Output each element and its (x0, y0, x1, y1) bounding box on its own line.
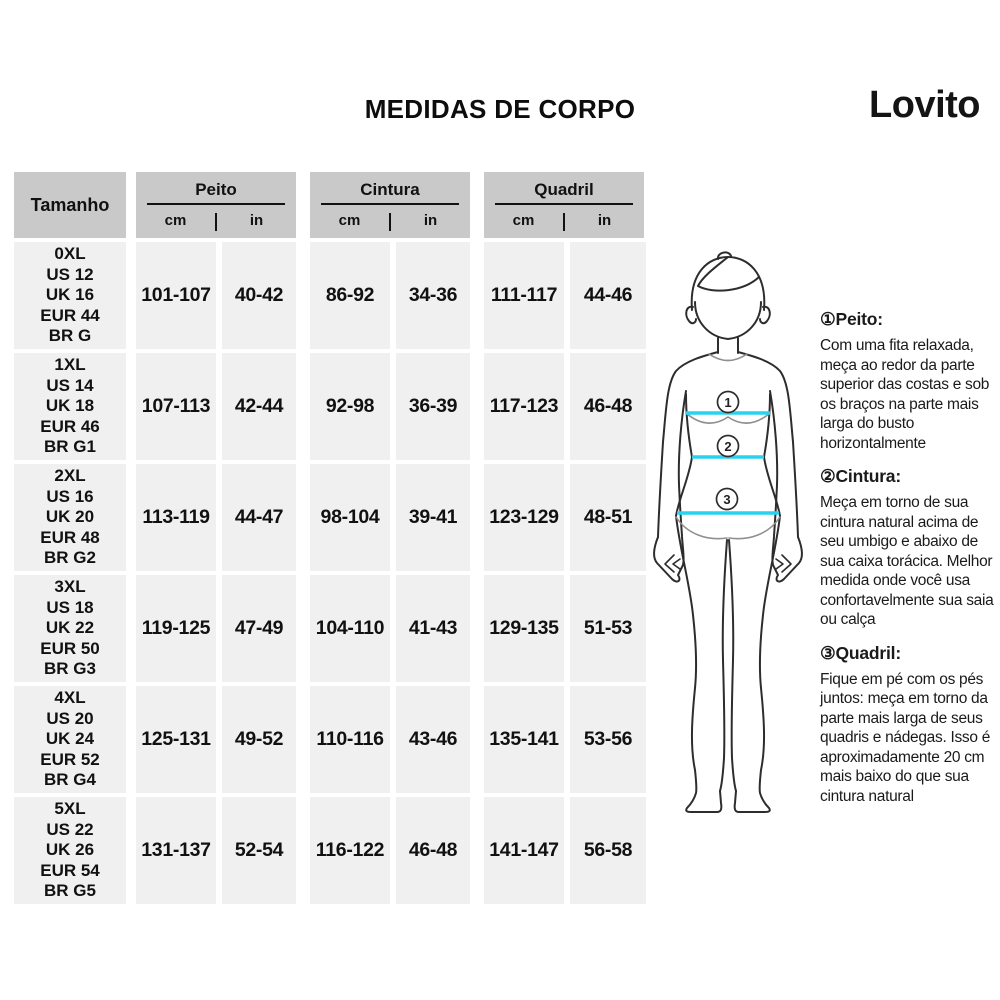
measurement-cell: 113-119 (136, 464, 216, 571)
size-label-line: US 12 (46, 264, 94, 284)
measurement-cell: 110-116 (310, 686, 390, 793)
face-outline (695, 302, 761, 339)
measurement-cell: 131-137 (136, 797, 216, 904)
measurement-cell: 49-52 (222, 686, 296, 793)
group-header-peito (136, 172, 296, 238)
size-label-cell (14, 242, 126, 349)
unit-row (136, 205, 296, 235)
measurement-cell: 53-56 (570, 686, 646, 793)
unit-row (310, 205, 470, 235)
hair-swoosh (698, 257, 759, 291)
instruction-cintura (820, 466, 1000, 630)
size-label-line: BR G2 (44, 548, 96, 568)
hair-outline (692, 257, 765, 310)
measurement-cell: 42-44 (222, 353, 296, 460)
unit-in: in (249, 211, 264, 229)
measurement-cell: 34-36 (396, 242, 470, 349)
marker-number-3: 3 (723, 492, 731, 507)
unit-cm: cm (338, 211, 361, 229)
right-arm-outer (738, 352, 798, 537)
size-label-line: EUR 48 (40, 527, 100, 547)
measurement-cell: 119-125 (136, 575, 216, 682)
group-header-quadril (484, 172, 644, 238)
size-label-line: 4XL (54, 688, 86, 708)
size-label-line: 2XL (54, 466, 86, 486)
measurement-cell: 86-92 (310, 242, 390, 349)
measurement-cell: 129-135 (484, 575, 564, 682)
size-label-line: UK 26 (45, 840, 95, 860)
measurement-cell: 40-42 (222, 242, 296, 349)
measurement-cell: 135-141 (484, 686, 564, 793)
group-label: Cintura (360, 180, 420, 199)
group-label: Quadril (534, 180, 594, 199)
table-body (14, 242, 646, 904)
measurement-cell: 46-48 (396, 797, 470, 904)
size-label-line: BR G (48, 326, 92, 346)
table-row (14, 242, 646, 349)
size-label-line: BR G3 (44, 659, 96, 679)
unit-in: in (423, 211, 438, 229)
size-label-line: EUR 44 (40, 305, 100, 325)
size-label-line: EUR 46 (40, 416, 100, 436)
unit-in: in (597, 211, 612, 229)
measurement-cell: 107-113 (136, 353, 216, 460)
size-label-line: EUR 50 (40, 638, 100, 658)
neckline (709, 354, 747, 361)
instruction-body: Com uma fita relaxada, meça ao redor da parte superior das costas e sob os braços na parte mais larga do busto horizontalmente (820, 337, 990, 452)
measurement-cell: 52-54 (222, 797, 296, 904)
measurement-cell: 125-131 (136, 686, 216, 793)
measurement-markers (717, 392, 739, 510)
instruction-heading: ③Quadril: (820, 642, 901, 663)
measurement-cell: 36-39 (396, 353, 470, 460)
measurement-instructions (820, 309, 1000, 819)
marker-number-2: 2 (724, 439, 732, 454)
measurement-cell: 44-46 (570, 242, 646, 349)
size-label-cell (14, 686, 126, 793)
size-label-line: US 20 (46, 708, 94, 728)
group-header-cintura (310, 172, 470, 238)
size-label-line: EUR 54 (40, 860, 100, 880)
size-label-line: UK 18 (45, 396, 95, 416)
size-label-line: US 14 (46, 375, 94, 395)
table-row (14, 464, 646, 571)
size-label-cell (14, 353, 126, 460)
size-label-cell (14, 464, 126, 571)
panty-line (676, 517, 780, 539)
brand-logo: Lovito (869, 84, 980, 126)
instruction-peito (820, 309, 1000, 453)
size-label-line: US 16 (46, 486, 94, 506)
size-label-line: BR G5 (44, 881, 96, 901)
size-label-line: BR G4 (44, 770, 96, 790)
measurement-cell: 111-117 (484, 242, 564, 349)
size-label-line: UK 22 (45, 618, 95, 638)
size-label-line: US 18 (46, 597, 94, 617)
instruction-quadril (820, 643, 1000, 807)
size-table (14, 172, 646, 904)
group-label: Peito (195, 180, 237, 199)
measurement-cell: 123-129 (484, 464, 564, 571)
measurement-cell: 39-41 (396, 464, 470, 571)
measurement-cell: 43-46 (396, 686, 470, 793)
instruction-body: Meça em torno de sua cintura natural acima de seu umbigo e abaixo de sua caixa torácica. Melhor medida onde você usa confortavelmente sua saia ou calça (820, 494, 994, 628)
size-label-line: 1XL (54, 355, 86, 375)
size-label-line: BR G1 (44, 437, 96, 457)
body-figure (645, 250, 811, 815)
left-hand-fingers (665, 555, 680, 572)
table-row (14, 686, 646, 793)
instruction-heading: ②Cintura: (820, 466, 901, 486)
measurement-cell: 101-107 (136, 242, 216, 349)
size-label-line: UK 20 (45, 507, 95, 527)
table-header-row (14, 172, 646, 238)
left-arm-outer (658, 352, 718, 537)
size-label-cell (14, 797, 126, 904)
measurement-cell: 141-147 (484, 797, 564, 904)
size-column-header: Tamanho (14, 172, 126, 238)
size-label-line: UK 24 (45, 729, 95, 749)
left-leg-inner (720, 540, 727, 791)
size-label-line: UK 16 (45, 285, 95, 305)
measurement-cell: 92-98 (310, 353, 390, 460)
size-label-line: 5XL (54, 799, 86, 819)
table-row (14, 575, 646, 682)
table-row (14, 353, 646, 460)
measurement-cell: 98-104 (310, 464, 390, 571)
page-title: MEDIDAS DE CORPO (364, 94, 636, 124)
unit-cm: cm (512, 211, 535, 229)
measurement-cell: 47-49 (222, 575, 296, 682)
measurement-cell: 46-48 (570, 353, 646, 460)
measurement-cell: 48-51 (570, 464, 646, 571)
marker-number-1: 1 (724, 395, 732, 410)
measurement-cell: 104-110 (310, 575, 390, 682)
right-hand-fingers (776, 555, 791, 572)
measurement-cell: 116-122 (310, 797, 390, 904)
unit-cm: cm (164, 211, 187, 229)
size-label-line: EUR 52 (40, 749, 100, 769)
table-row (14, 797, 646, 904)
body-outline (654, 252, 802, 812)
measurement-cell: 44-47 (222, 464, 296, 571)
unit-row (484, 205, 644, 235)
right-leg-inner (729, 540, 736, 791)
instruction-body: Fique em pé com os pés juntos: meça em torno da parte mais larga de seus quadris e nádegas. Isso é aproximadamente 20 cm mais baixo do que sua cintura natural (820, 670, 991, 805)
size-label-line: 0XL (54, 244, 86, 264)
left-leg-outer (676, 516, 721, 812)
right-leg-outer (735, 516, 780, 812)
measurement-cell: 51-53 (570, 575, 646, 682)
neck (718, 338, 738, 353)
size-label-cell (14, 575, 126, 682)
size-label-line: 3XL (54, 577, 86, 597)
measurement-cell: 56-58 (570, 797, 646, 904)
measurement-cell: 117-123 (484, 353, 564, 460)
instruction-heading: ①Peito: (820, 309, 883, 329)
measurement-cell: 41-43 (396, 575, 470, 682)
size-label-line: US 22 (46, 819, 94, 839)
